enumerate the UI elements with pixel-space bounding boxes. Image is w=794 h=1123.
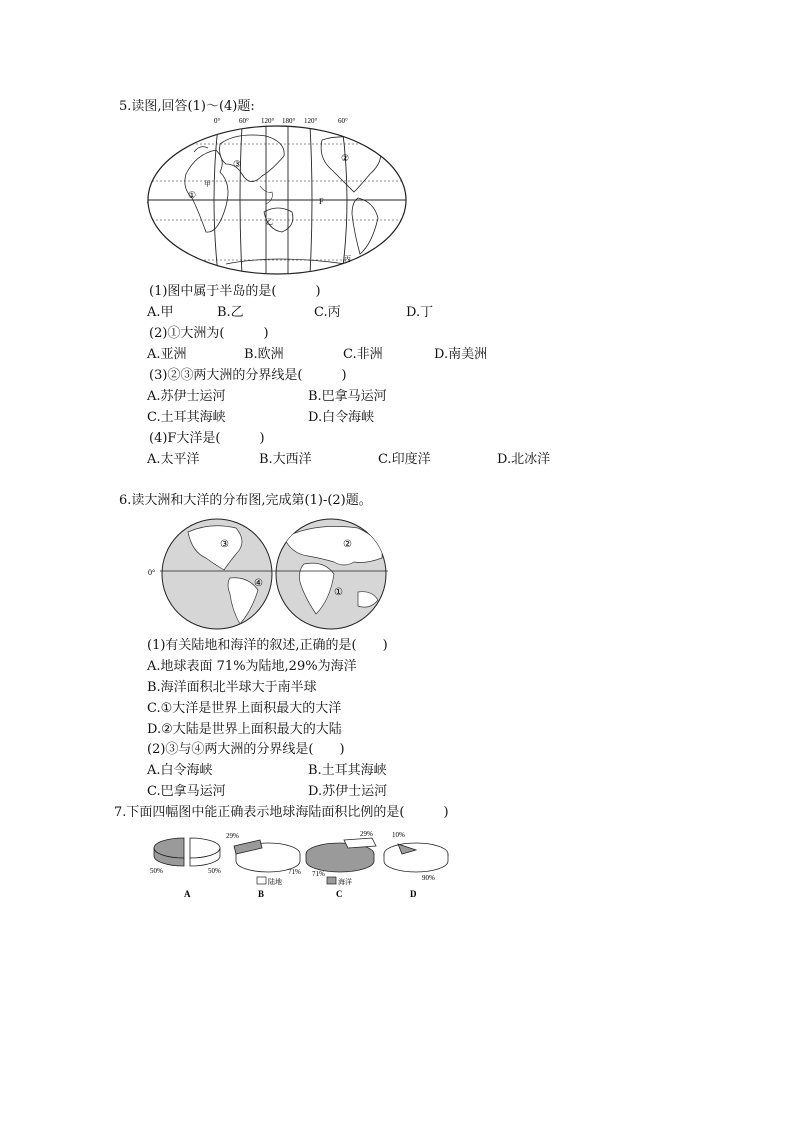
q5-sub3-option-d[interactable]: D.白令海峡	[308, 410, 375, 425]
map-mark-yi: 乙	[266, 218, 273, 226]
q6-sub2-option-a[interactable]: A.白令海峡	[147, 763, 213, 778]
legend-land-label: 陆地	[268, 878, 282, 886]
lon-label: 180°	[282, 117, 296, 125]
lon-label: 0°	[214, 117, 221, 125]
q6-sub1-option-a[interactable]: A.地球表面 71%为陆地,29%为海洋	[147, 659, 357, 674]
q5-sub4-question: (4)F大洋是( )	[149, 431, 265, 446]
hemisphere-map-q6	[144, 518, 400, 630]
pie-label: 71%	[288, 868, 301, 876]
pie-chart-letter: A	[184, 889, 191, 899]
q5-sub3-option-b[interactable]: B.巴拿马运河	[308, 389, 387, 404]
legend-land-swatch	[257, 877, 266, 884]
q6-sub2-question: (2)③与④两大洲的分界线是( )	[147, 742, 345, 757]
lon-label: 60°	[338, 117, 348, 125]
pie-chart-letter: C	[336, 889, 343, 899]
pie-label: 71%	[312, 870, 325, 878]
q5-sub1-option-b[interactable]: B.乙	[217, 305, 244, 320]
pie-label: 29%	[226, 832, 239, 840]
pie-label: 50%	[150, 867, 163, 875]
q6-stem: 6.读大洲和大洋的分布图,完成第(1)-(2)题。	[119, 493, 372, 508]
q5-sub4-option-d[interactable]: D.北冰洋	[497, 452, 551, 467]
map-mark-1: ①	[188, 190, 197, 200]
q5-sub4-option-a[interactable]: A.太平洋	[147, 452, 200, 467]
q5-sub3-option-c[interactable]: C.土耳其海峡	[147, 410, 226, 425]
pie-label: 90%	[422, 874, 435, 882]
q5-sub1-option-a[interactable]: A.甲	[147, 305, 174, 320]
q6-sub2-option-c[interactable]: C.巴拿马运河	[147, 784, 226, 799]
pie-charts-q7	[140, 826, 460, 902]
q7-stem: 7.下面四幅图中能正确表示地球海陆面积比例的是( )	[114, 805, 449, 820]
q6-sub2-option-d[interactable]: D.苏伊士运河	[308, 784, 388, 799]
q6-sub1-option-d[interactable]: D.②大陆是世界上面积最大的大陆	[147, 722, 342, 737]
q6-sub1-option-c[interactable]: C.①大洋是世界上面积最大的大洋	[147, 701, 342, 716]
lon-label: 60°	[239, 117, 249, 125]
map-mark-1: ①	[334, 587, 343, 598]
q6-sub1-option-b[interactable]: B.海洋面积北半球大于南半球	[147, 680, 317, 695]
pie-chart-d[interactable]	[384, 831, 448, 899]
map-mark-jia: 甲	[204, 180, 211, 188]
q5-sub2-option-c[interactable]: C.非洲	[343, 347, 383, 362]
pie-chart-b[interactable]	[226, 832, 301, 899]
q5-sub2-option-b[interactable]: B.欧洲	[244, 347, 284, 362]
legend-ocean-label: 海洋	[338, 878, 352, 886]
world-map-q5	[146, 114, 408, 276]
lat-label: 0°	[148, 568, 156, 577]
q5-sub2-question: (2)①大洲为( )	[149, 326, 269, 341]
pie-label: 29%	[360, 830, 373, 838]
q5-sub3-option-a[interactable]: A.苏伊士运河	[147, 389, 226, 404]
q5-sub1-option-c[interactable]: C.丙	[314, 305, 341, 320]
q5-sub4-option-b[interactable]: B.大西洋	[259, 452, 312, 467]
map-mark-2: ②	[343, 539, 352, 550]
q5-sub2-option-a[interactable]: A.亚洲	[147, 347, 187, 362]
q5-sub3-question: (3)②③两大洲的分界线是( )	[149, 368, 347, 383]
q5-sub4-option-c[interactable]: C.印度洋	[378, 452, 431, 467]
map-mark-F: F	[319, 197, 324, 206]
pie-label: 50%	[208, 867, 221, 875]
map-mark-4: ④	[254, 578, 263, 589]
legend-ocean-swatch	[327, 877, 336, 884]
map-mark-3: ③	[220, 539, 229, 550]
q5-sub1-option-d[interactable]: D.丁	[406, 305, 434, 320]
pie-label: 10%	[392, 831, 405, 839]
lon-label: 120°	[261, 117, 275, 125]
map-mark-2: ②	[341, 153, 350, 163]
pie-legend	[257, 877, 352, 886]
q6-sub2-option-b[interactable]: B.土耳其海峡	[308, 763, 387, 778]
q5-sub1-question: (1)图中属于半岛的是( )	[149, 284, 321, 299]
pie-chart-letter: D	[410, 889, 417, 899]
lon-label: 120°	[304, 117, 318, 125]
q5-stem: 5.读图,回答(1)～(4)题:	[119, 99, 255, 114]
pie-chart-letter: B	[258, 889, 265, 899]
map-mark-3: ③	[233, 159, 242, 169]
q5-sub2-option-d[interactable]: D.南美洲	[434, 347, 488, 362]
map-mark-bing: 丙	[344, 255, 351, 263]
pie-chart-c[interactable]	[306, 830, 376, 899]
pie-chart-a[interactable]	[150, 838, 221, 899]
q6-sub1-question: (1)有关陆地和海洋的叙述,正确的是( )	[147, 638, 388, 653]
